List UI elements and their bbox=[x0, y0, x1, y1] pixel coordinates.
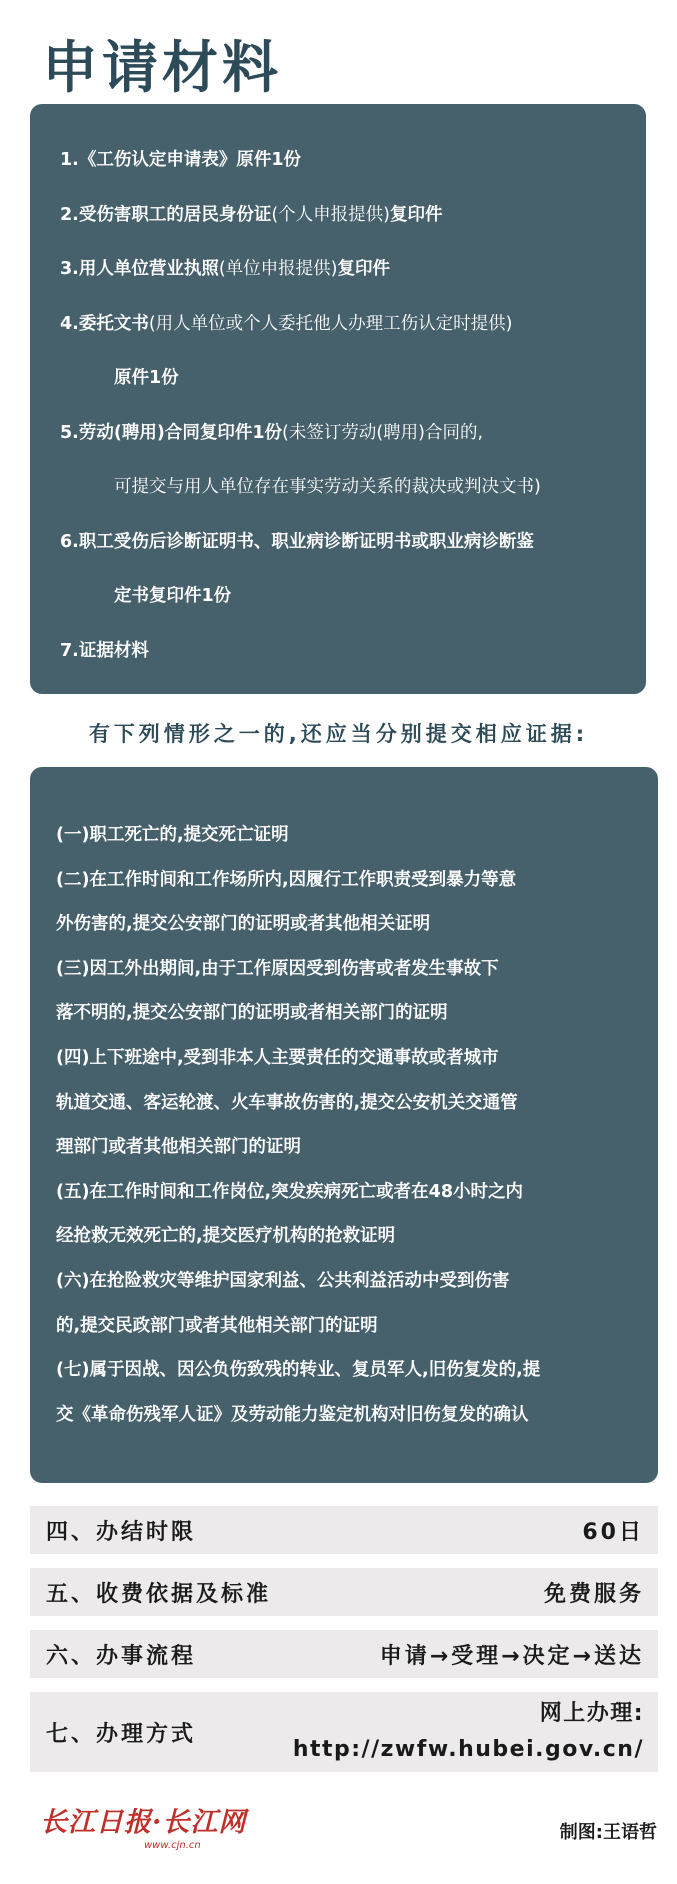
process-value: 申请→受理→决定→送达 bbox=[379, 1643, 644, 1669]
material-item-5: 5.劳动(聘用)合同复印件1份(未签订劳动(聘用)合同的, bbox=[60, 422, 484, 443]
material-item-4-continued: 原件1份 bbox=[114, 368, 179, 388]
evidence-line: (六)在抢险救灾等维护国家利益、公共利益活动中受到伤害 bbox=[56, 1270, 510, 1291]
evidence-line: 经抢救无效死亡的,提交医疗机构的抢救证明 bbox=[56, 1226, 396, 1247]
evidence-line: 轨道交通、客运轮渡、火车事故伤害的,提交公安机关交通管 bbox=[56, 1092, 518, 1113]
materials-panel bbox=[30, 104, 646, 694]
material-item-2: 2.受伤害职工的居民身份证(个人申报提供)复印件 bbox=[60, 204, 443, 225]
process-row bbox=[30, 1630, 658, 1678]
material-item-5-continued: 可提交与用人单位存在事实劳动关系的裁决或判决文书) bbox=[114, 477, 541, 497]
credit-text: 制图:王语哲 bbox=[559, 1822, 657, 1843]
material-item-6: 6.职工受伤后诊断证明书、职业病诊断证明书或职业病诊断鉴 bbox=[60, 531, 534, 552]
material-item-6-continued: 定书复印件1份 bbox=[114, 586, 232, 606]
evidence-panel bbox=[30, 767, 658, 1483]
evidence-line: (四)上下班途中,受到非本人主要责任的交通事故或者城市 bbox=[56, 1047, 499, 1068]
fee-value: 免费服务 bbox=[543, 1581, 644, 1607]
deadline-label: 四、办结时限 bbox=[46, 1519, 197, 1545]
evidence-line: 外伤害的,提交公安部门的证明或者其他相关证明 bbox=[56, 914, 431, 935]
material-item-7: 7.证据材料 bbox=[60, 640, 149, 661]
material-item-3: 3.用人单位营业执照(单位申报提供)复印件 bbox=[60, 259, 390, 279]
fee-label: 五、收费依据及标准 bbox=[46, 1581, 272, 1607]
method-url-link[interactable]: http://zwfw.hubei.gov.cn/ bbox=[292, 1737, 644, 1762]
method-row bbox=[30, 1692, 658, 1772]
newspaper-logo: 长江日报·长江网 bbox=[40, 1807, 247, 1838]
evidence-subheading: 有下列情形之一的,还应当分别提交相应证据: bbox=[88, 722, 589, 746]
method-label: 七、办理方式 bbox=[46, 1721, 197, 1747]
evidence-line: (三)因工外出期间,由于工作原因受到伤害或者发生事故下 bbox=[56, 958, 499, 979]
logo-site-text: www.cjn.cn bbox=[144, 1840, 201, 1851]
evidence-line: (五)在工作时间和工作岗位,突发疾病死亡或者在48小时之内 bbox=[56, 1181, 523, 1202]
deadline-row bbox=[30, 1506, 658, 1554]
material-item-1: 1.《工伤认定申请表》原件1份 bbox=[60, 150, 302, 170]
evidence-line: (七)属于因战、因公负伤致残的转业、复员军人,旧伤复发的,提 bbox=[56, 1360, 541, 1381]
evidence-line: 落不明的,提交公安部门的证明或者相关部门的证明 bbox=[56, 1003, 448, 1024]
evidence-line: (一)职工死亡的,提交死亡证明 bbox=[56, 825, 289, 845]
method-value bbox=[293, 1696, 644, 1768]
evidence-line: (二)在工作时间和工作场所内,因履行工作职责受到暴力等意 bbox=[56, 869, 517, 890]
deadline-value: 60日 bbox=[582, 1519, 644, 1545]
material-item-4: 4.委托文书(用人单位或个人委托他人办理工伤认定时提供) bbox=[60, 313, 513, 334]
evidence-line: 交《革命伤残军人证》及劳动能力鉴定机构对旧伤复发的确认 bbox=[56, 1404, 529, 1425]
fee-row bbox=[30, 1568, 658, 1616]
page-title: 申请材料 bbox=[42, 36, 282, 101]
process-label: 六、办事流程 bbox=[46, 1643, 197, 1669]
evidence-line: 的,提交民政部门或者其他相关部门的证明 bbox=[56, 1315, 378, 1336]
evidence-line: 理部门或者其他相关部门的证明 bbox=[56, 1137, 301, 1158]
method-value-line1: 网上办理: bbox=[539, 1701, 644, 1726]
